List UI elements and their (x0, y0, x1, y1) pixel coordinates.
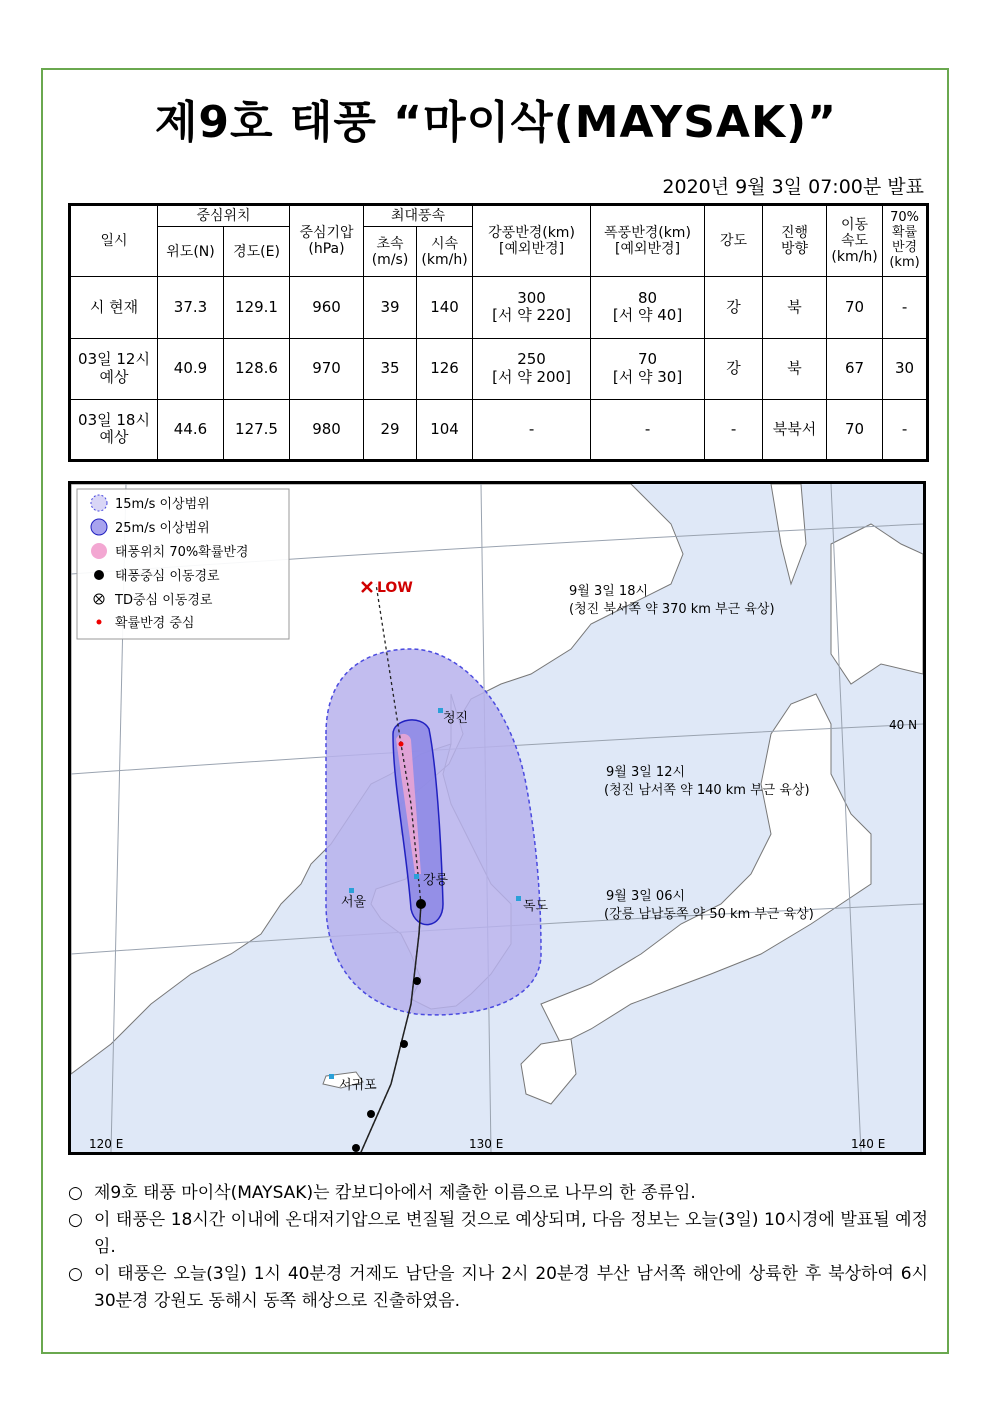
annot-18-desc: (청진 북서쪽 약 370 km 부근 육상) (569, 602, 775, 617)
legend-label: 확률반경 중심 (115, 616, 195, 631)
cell-lon: 127.5 (224, 399, 290, 460)
cell-speed: 70 (827, 277, 883, 338)
cell-direction: 북 (763, 338, 827, 399)
cell-lat: 37.3 (158, 277, 224, 338)
table-row (70, 399, 928, 460)
typhoon-position-06-icon (416, 899, 426, 909)
cell-direction: 북 (763, 277, 827, 338)
cell-time: 시 현재 (70, 277, 158, 338)
prob-center-dot-icon (399, 742, 404, 747)
legend-label: TD중심 이동경로 (115, 593, 213, 608)
typhoon-past-position-icon (413, 977, 421, 985)
annot-06-time: 9월 3일 06시 (606, 889, 686, 904)
cell-kmh: 104 (417, 399, 473, 460)
typhoon-table (68, 203, 929, 462)
header-speed: 이동 속도 (km/h) (827, 205, 883, 277)
header-intensity: 강도 (705, 205, 763, 277)
list-item (68, 1207, 928, 1261)
legend-label: 태풍위치 70%확률반경 (115, 545, 249, 560)
header-datetime: 일시 (70, 205, 158, 277)
legend-label: 15m/s 이상범위 (115, 497, 210, 512)
notes-list (68, 1180, 928, 1315)
typhoon-past-position-icon (367, 1110, 375, 1118)
legend-label: 태풍중심 이동경로 (115, 569, 220, 584)
lat-label-40n: 40 N (889, 718, 918, 732)
cell-pressure: 970 (290, 338, 364, 399)
japan-hokkaido (831, 524, 923, 684)
cell-speed: 70 (827, 399, 883, 460)
city-dot-icon (349, 888, 354, 893)
header-lat: 위도(N) (158, 227, 224, 277)
header-maxwind: 최대풍속 (364, 205, 473, 227)
cell-time: 03일 12시 예상 (70, 338, 158, 399)
annot-12-time: 9월 3일 12시 (606, 765, 686, 780)
cell-storm: 80 [서 약 40] (591, 277, 705, 338)
city-dot-icon (329, 1074, 334, 1079)
header-direction: 진행 방향 (763, 205, 827, 277)
map-legend (77, 489, 289, 639)
cell-lat: 40.9 (158, 338, 224, 399)
cell-intensity: 강 (705, 338, 763, 399)
annot-18-time: 9월 3일 18시 (569, 584, 649, 599)
legend-15ms-icon (91, 495, 107, 511)
lon-label-130e: 130 E (469, 1137, 504, 1151)
cell-kmh: 126 (417, 338, 473, 399)
cell-gale: 300 [서 약 220] (473, 277, 591, 338)
annot-06-desc: (강릉 남남동쪽 약 50 km 부근 육상) (604, 907, 814, 922)
bullet-circle-icon: ○ (68, 1264, 83, 1284)
note-text: 이 태풍은 오늘(3일) 1시 40분경 거제도 남단을 지나 2시 20분경 부산 남서쪽 해안에 상륙한 후 북상하여 6시 30분경 강원도 동해시 동쪽 해상으로 진출하였음. (94, 1264, 928, 1311)
city-chongjin: 청진 (443, 711, 469, 726)
cell-storm: 70 [서 약 30] (591, 338, 705, 399)
issued-time: 2020년 9월 3일 07:00분 발표 (662, 176, 924, 198)
cell-pressure: 980 (290, 399, 364, 460)
header-storm-radius: 폭풍반경(km) [예외반경] (591, 205, 705, 277)
cell-ms: 35 (364, 338, 417, 399)
lon-label-120e: 120 E (89, 1137, 124, 1151)
legend-prob-center-icon (97, 620, 102, 625)
cell-ms: 39 (364, 277, 417, 338)
low-label: LOW (377, 580, 413, 596)
cell-ms: 29 (364, 399, 417, 460)
cell-time: 03일 18시 예상 (70, 399, 158, 460)
city-seogwipo: 서귀포 (339, 1078, 377, 1093)
header-center: 중심위치 (158, 205, 290, 227)
annot-12-desc: (청진 남서쪽 약 140 km 부근 육상) (604, 783, 810, 798)
table-row (70, 277, 928, 338)
note-text: 제9호 태풍 마이삭(MAYSAK)는 캄보디아에서 제출한 이름으로 나무의 한 종류임. (94, 1183, 696, 1203)
page-title: 제9호 태풍 “마이삭(MAYSAK)” (154, 97, 838, 148)
cell-pressure: 960 (290, 277, 364, 338)
header-ms: 초속 (m/s) (364, 227, 417, 277)
header-kmh: 시속 (km/h) (417, 227, 473, 277)
header-lon: 경도(E) (224, 227, 290, 277)
legend-typhoon-track-icon (94, 570, 104, 580)
typhoon-past-position-icon (400, 1040, 408, 1048)
cell-prob: 30 (883, 338, 928, 399)
cell-prob: - (883, 399, 928, 460)
header-gale-radius: 강풍반경(km) [예외반경] (473, 205, 591, 277)
header-pressure: 중심기압 (hPa) (290, 205, 364, 277)
typhoon-track-map (68, 481, 926, 1155)
cell-gale: - (473, 399, 591, 460)
cell-lon: 128.6 (224, 338, 290, 399)
typhoon-past-position-icon (352, 1144, 360, 1152)
legend-25ms-icon (91, 519, 107, 535)
cell-intensity: - (705, 399, 763, 460)
cell-lon: 129.1 (224, 277, 290, 338)
cell-kmh: 140 (417, 277, 473, 338)
header-prob-radius: 70% 확률 반경 (km) (883, 205, 928, 277)
bullet-circle-icon: ○ (68, 1183, 83, 1203)
lon-label-140e: 140 E (851, 1137, 886, 1151)
city-gangneung: 강릉 (423, 873, 449, 888)
cell-storm: - (591, 399, 705, 460)
legend-label: 25m/s 이상범위 (115, 521, 210, 536)
bullet-circle-icon: ○ (68, 1210, 83, 1230)
cell-speed: 67 (827, 338, 883, 399)
city-seoul: 서울 (341, 895, 367, 910)
note-text: 이 태풍은 18시간 이내에 온대저기압으로 변질될 것으로 예상되며, 다음 정보는 오늘(3일) 10시경에 발표될 예정임. (94, 1210, 928, 1257)
cell-prob: - (883, 277, 928, 338)
cell-lat: 44.6 (158, 399, 224, 460)
cell-gale: 250 [서 약 200] (473, 338, 591, 399)
cell-intensity: 강 (705, 277, 763, 338)
city-dot-icon (414, 874, 419, 879)
city-dokdo: 독도 (523, 899, 549, 914)
list-item (68, 1261, 928, 1315)
cell-direction: 북북서 (763, 399, 827, 460)
legend-prob-icon (91, 543, 107, 559)
table-row (70, 338, 928, 399)
list-item (68, 1180, 928, 1207)
city-dot-icon (516, 896, 521, 901)
